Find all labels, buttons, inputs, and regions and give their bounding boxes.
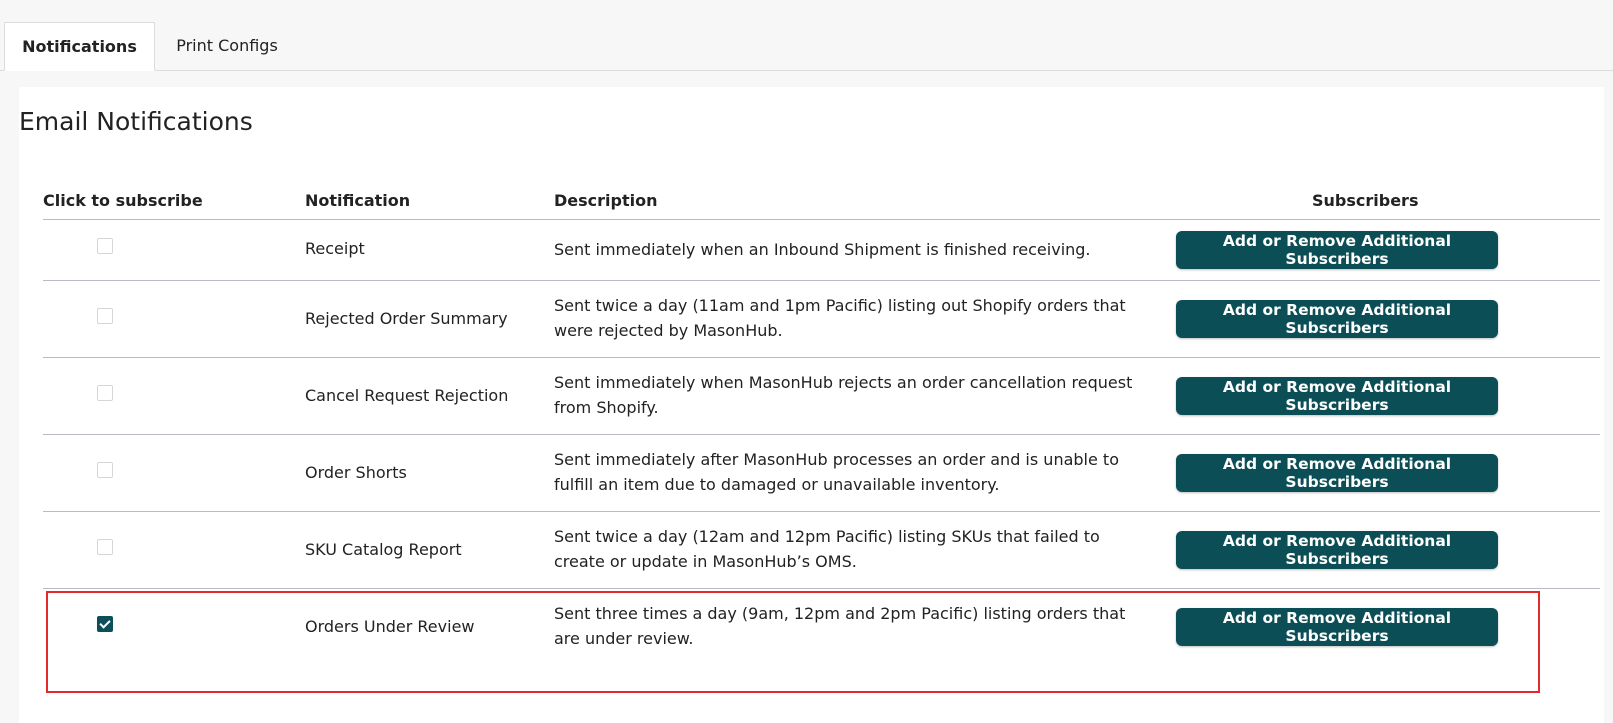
notification-description: Sent three times a day (9am, 12pm and 2pm Pacific) listing orders that are under review. <box>554 604 1126 648</box>
table-header <box>43 179 1600 220</box>
add-remove-subscribers-button[interactable]: Add or Remove Additional Subscribers <box>1176 531 1498 569</box>
email-notifications-panel <box>19 87 1604 723</box>
table-row <box>43 281 1600 358</box>
table-row <box>43 435 1600 512</box>
section-title: Email Notifications <box>19 107 253 136</box>
table-row <box>43 512 1600 589</box>
table-row <box>43 358 1600 435</box>
notification-name: Receipt <box>305 239 365 258</box>
notification-description: Sent twice a day (12am and 12pm Pacific) listing SKUs that failed to create or update in MasonHub’s OMS. <box>554 527 1100 571</box>
add-remove-subscribers-button[interactable]: Add or Remove Additional Subscribers <box>1176 608 1498 646</box>
tab-print-configs[interactable]: Print Configs <box>176 36 278 55</box>
subscribe-checkbox-orders-under-review[interactable] <box>97 616 113 632</box>
notification-description: Sent twice a day (11am and 1pm Pacific) listing out Shopify orders that were rejected by MasonHub. <box>554 296 1126 340</box>
tab-notifications[interactable]: Notifications <box>4 22 155 71</box>
table-row <box>43 220 1600 281</box>
notification-name: Cancel Request Rejection <box>305 386 509 405</box>
tab-bar <box>0 22 1613 71</box>
notification-name: Orders Under Review <box>305 617 475 636</box>
notification-name: SKU Catalog Report <box>305 540 462 559</box>
header-click-to-subscribe: Click to subscribe <box>43 191 203 210</box>
notification-description: Sent immediately when an Inbound Shipment is finished receiving. <box>554 240 1091 259</box>
add-remove-subscribers-button[interactable]: Add or Remove Additional Subscribers <box>1176 300 1498 338</box>
subscribe-checkbox-order-shorts[interactable] <box>97 462 113 478</box>
notification-name: Rejected Order Summary <box>305 309 508 328</box>
table-row <box>43 589 1600 679</box>
add-remove-subscribers-button[interactable]: Add or Remove Additional Subscribers <box>1176 231 1498 269</box>
subscribe-checkbox-rejected-order-summary[interactable] <box>97 308 113 324</box>
subscribe-checkbox-cancel-request-rejection[interactable] <box>97 385 113 401</box>
header-description: Description <box>554 191 658 210</box>
add-remove-subscribers-button[interactable]: Add or Remove Additional Subscribers <box>1176 454 1498 492</box>
header-notification: Notification <box>305 191 411 210</box>
notification-description: Sent immediately when MasonHub rejects an order cancellation request from Shopify. <box>554 373 1133 417</box>
subscribe-checkbox-sku-catalog-report[interactable] <box>97 539 113 555</box>
add-remove-subscribers-button[interactable]: Add or Remove Additional Subscribers <box>1176 377 1498 415</box>
notification-name: Order Shorts <box>305 463 407 482</box>
header-subscribers: Subscribers <box>1312 191 1419 210</box>
subscribe-checkbox-receipt[interactable] <box>97 238 113 254</box>
notification-description: Sent immediately after MasonHub processes an order and is unable to fulfill an item due to damaged or unavailable inventory. <box>554 450 1119 494</box>
